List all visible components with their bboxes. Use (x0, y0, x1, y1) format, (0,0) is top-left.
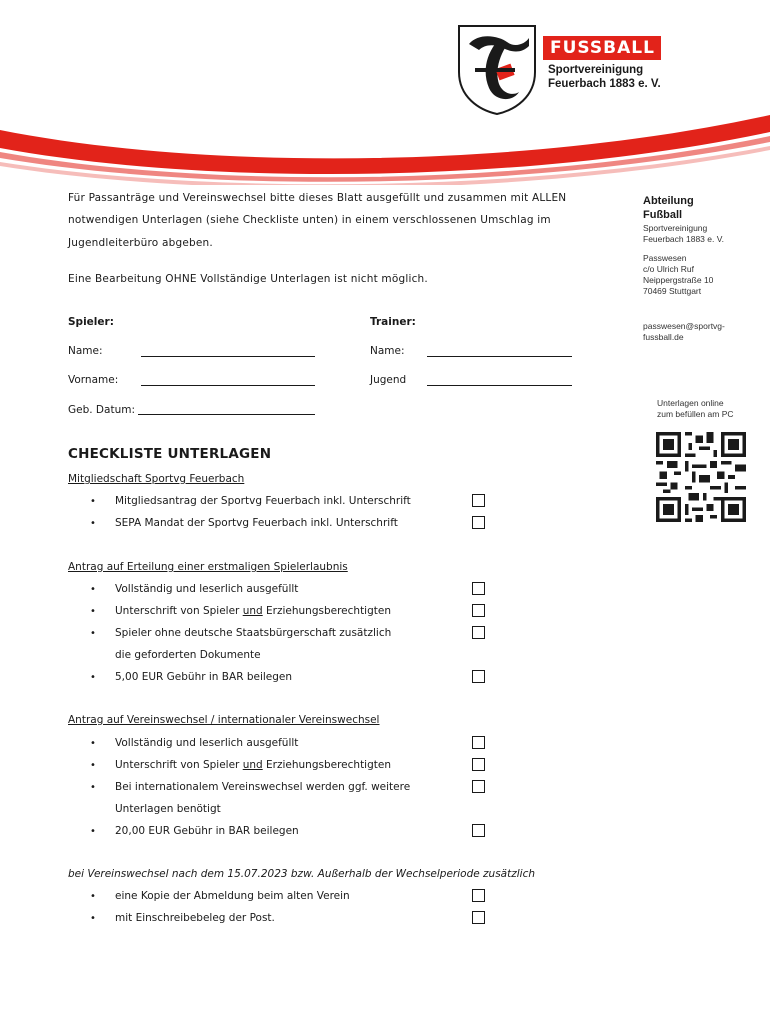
checkbox[interactable] (472, 582, 485, 595)
jugend-field[interactable] (427, 385, 572, 386)
checklist-item: 20,00 EUR Gebühr in BAR beilegen (115, 825, 299, 837)
intro-notice: Eine Bearbeitung OHNE Vollständige Unterlagen ist nicht möglich. (68, 273, 428, 285)
trainer-heading: Trainer: (370, 316, 416, 328)
checklist-heading: CHECKLISTE UNTERLAGEN (68, 446, 272, 462)
item-text: Unterschrift von Spieler (115, 605, 243, 617)
sidebar-address-line3: Neippergstraße 10 (643, 275, 714, 285)
qr-code-icon[interactable] (656, 432, 746, 522)
bullet: • (90, 760, 96, 771)
bullet: • (90, 518, 96, 529)
checkbox[interactable] (472, 911, 485, 924)
section-title-membership: Mitgliedschaft Sportvg Feuerbach (68, 473, 245, 485)
checkbox[interactable] (472, 736, 485, 749)
checklist-item-continued: Unterlagen benötigt (115, 803, 221, 815)
birthdate-field[interactable] (138, 414, 315, 415)
checklist-item: eine Kopie der Abmeldung beim alten Verein (115, 890, 350, 902)
checklist-item: Vollständig und leserlich ausgefüllt (115, 737, 299, 749)
player-vorname-label: Vorname: (68, 374, 119, 386)
intro-line-3: Jugendleiterbüro abgeben. (68, 237, 213, 249)
sidebar-online-line1: Unterlagen online (657, 398, 724, 408)
sidebar-dept-line2: Fußball (643, 209, 683, 221)
club-crest-logo (455, 22, 539, 116)
sidebar-address-line4: 70469 Stuttgart (643, 286, 702, 296)
checklist-item (115, 759, 391, 771)
checkbox[interactable] (472, 758, 485, 771)
trainer-name-label: Name: (370, 345, 405, 357)
sidebar-email-line1[interactable]: passwesen@sportvg- (643, 321, 725, 331)
bullet: • (90, 628, 96, 639)
checkbox[interactable] (472, 670, 485, 683)
checklist-item: Vollständig und leserlich ausgefüllt (115, 583, 299, 595)
brand-banner: FUSSBALL (543, 36, 661, 60)
checkbox[interactable] (472, 626, 485, 639)
sidebar-email-line2[interactable]: fussball.de (643, 332, 684, 342)
checklist-item-continued: die geforderten Dokumente (115, 649, 261, 661)
section-title-late-transfer: bei Vereinswechsel nach dem 15.07.2023 bzw. Außerhalb der Wechselperiode zusätzlich (68, 868, 535, 880)
checkbox[interactable] (472, 889, 485, 902)
checkbox[interactable] (472, 494, 485, 507)
player-heading: Spieler: (68, 316, 114, 328)
player-vorname-field[interactable] (141, 385, 315, 386)
sidebar-address-line1: Passwesen (643, 253, 687, 263)
item-text: Unterschrift von Spieler (115, 759, 243, 771)
sidebar-dept-line1: Abteilung (643, 195, 694, 207)
checkbox[interactable] (472, 604, 485, 617)
checklist-item: mit Einschreibebeleg der Post. (115, 912, 275, 924)
item-text-underlined: und (242, 759, 263, 771)
bullet: • (90, 738, 96, 749)
sidebar-org-line1: Sportvereinigung (643, 223, 708, 233)
checklist-item: Spieler ohne deutsche Staatsbürgerschaft zusätzlich (115, 627, 392, 639)
checklist-item (115, 605, 391, 617)
bullet: • (90, 826, 96, 837)
sidebar-online-line2: zum befüllen am PC (657, 409, 734, 419)
checklist-item: Mitgliedsantrag der Sportvg Feuerbach inkl. Unterschrift (115, 495, 411, 507)
checkbox[interactable] (472, 824, 485, 837)
checklist-item: Bei internationalem Vereinswechsel werden ggf. weitere (115, 781, 411, 793)
bullet: • (90, 606, 96, 617)
header-wave-decoration (0, 110, 770, 185)
checklist-item: 5,00 EUR Gebühr in BAR beilegen (115, 671, 293, 683)
bullet: • (90, 891, 96, 902)
player-name-field[interactable] (141, 356, 315, 357)
intro-line-1: Für Passanträge und Vereinswechsel bitte dieses Blatt ausgefüllt und zusammen mit ALLEN (68, 192, 567, 204)
brand-name-line1: Sportvereinigung (548, 64, 644, 76)
bullet: • (90, 584, 96, 595)
birthdate-label: Geb. Datum: (68, 404, 135, 416)
bullet: • (90, 672, 96, 683)
item-text-underlined: und (242, 605, 263, 617)
sidebar-address-line2: c/o Ulrich Ruf (643, 264, 695, 274)
sidebar-org-line2: Feuerbach 1883 e. V. (643, 234, 724, 244)
bullet: • (90, 782, 96, 793)
checkbox[interactable] (472, 516, 485, 529)
section-title-first-permit: Antrag auf Erteilung einer erstmaligen Spielerlaubnis (68, 561, 348, 573)
brand-name-line2: Feuerbach 1883 e. V. (548, 78, 661, 90)
item-text: Erziehungsberechtigten (262, 605, 391, 617)
player-name-label: Name: (68, 345, 103, 357)
intro-line-2: notwendigen Unterlagen (siehe Checkliste unten) in einem verschlossenen Umschlag im (68, 214, 551, 226)
section-title-transfer: Antrag auf Vereinswechsel / internationaler Vereinswechsel (68, 714, 380, 726)
checklist-item: SEPA Mandat der Sportvg Feuerbach inkl. Unterschrift (115, 517, 398, 529)
jugend-label: Jugend (370, 374, 407, 386)
trainer-name-field[interactable] (427, 356, 572, 357)
item-text: Erziehungsberechtigten (262, 759, 391, 771)
bullet: • (90, 496, 96, 507)
checkbox[interactable] (472, 780, 485, 793)
bullet: • (90, 913, 96, 924)
